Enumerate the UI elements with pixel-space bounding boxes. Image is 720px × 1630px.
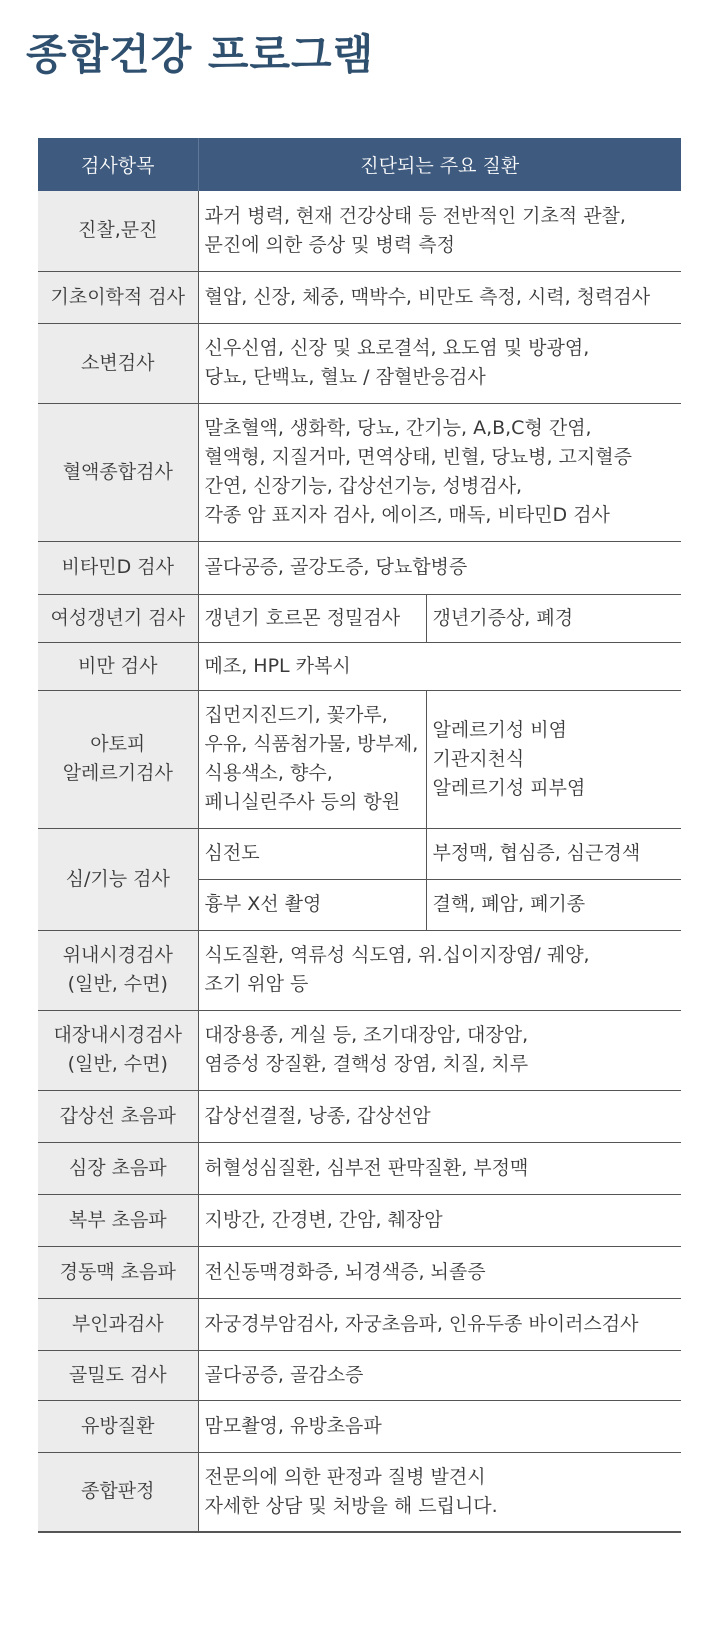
- row-diseases: 자궁경부암검사, 자궁초음파, 인유두종 바이러스검사: [198, 1298, 681, 1350]
- table-row: [38, 594, 681, 642]
- row-item: 종합판정: [38, 1452, 198, 1532]
- table-row: [38, 191, 681, 271]
- table-row: [38, 1350, 681, 1400]
- row-diseases: 허혈성심질환, 심부전 판막질환, 부정맥: [198, 1142, 681, 1194]
- row-item: 골밀도 검사: [38, 1350, 198, 1400]
- table-row: [38, 1400, 681, 1452]
- table-row: [38, 271, 681, 323]
- table-row: [38, 1090, 681, 1142]
- table-row: [38, 1298, 681, 1350]
- row-diseases: 전신동맥경화증, 뇌경색증, 뇌졸증: [198, 1246, 681, 1298]
- row-diseases-left: 심전도: [198, 828, 426, 879]
- table-row: [38, 1246, 681, 1298]
- row-diseases-left: 흉부 X선 촬영: [198, 879, 426, 930]
- row-item: 기초이학적 검사: [38, 271, 198, 323]
- row-diseases-right: 갱년기증상, 폐경: [426, 594, 681, 642]
- row-diseases: 신우신염, 신장 및 요로결석, 요도염 및 방광염, 당뇨, 단백뇨, 혈뇨 / 잠혈반응검사: [198, 323, 681, 403]
- table-row: [38, 1194, 681, 1246]
- row-diseases: 식도질환, 역류성 식도염, 위.십이지장염/ 궤양, 조기 위암 등: [198, 930, 681, 1010]
- row-diseases: 골다공증, 골강도증, 당뇨합병증: [198, 541, 681, 594]
- table-header: [38, 138, 681, 191]
- table-row: [38, 930, 681, 1010]
- table-row: [38, 403, 681, 541]
- row-diseases: 대장용종, 게실 등, 조기대장암, 대장암, 염증성 장질환, 결핵성 장염, 치질, 치루: [198, 1010, 681, 1090]
- table-row: [38, 828, 681, 879]
- table-row: [38, 1452, 681, 1532]
- row-diseases-right: 부정맥, 협심증, 심근경색: [426, 828, 681, 879]
- row-item: 아토피 알레르기검사: [38, 690, 198, 828]
- row-item: 심장 초음파: [38, 1142, 198, 1194]
- table-row: [38, 690, 681, 828]
- row-item: 심/기능 검사: [38, 828, 198, 930]
- row-item: 대장내시경검사 (일반, 수면): [38, 1010, 198, 1090]
- page-title: 종합건강 프로그램: [26, 30, 375, 79]
- table-row: [38, 1010, 681, 1090]
- row-item: 혈액종합검사: [38, 403, 198, 541]
- row-diseases: 갑상선결절, 낭종, 갑상선암: [198, 1090, 681, 1142]
- header-exam-item: 검사항목: [38, 138, 198, 191]
- row-item: 여성갱년기 검사: [38, 594, 198, 642]
- row-diseases: 혈압, 신장, 체중, 맥박수, 비만도 측정, 시력, 청력검사: [198, 271, 681, 323]
- row-item: 소변검사: [38, 323, 198, 403]
- row-item: 복부 초음파: [38, 1194, 198, 1246]
- row-item: 유방질환: [38, 1400, 198, 1452]
- row-diseases: 과거 병력, 현재 건강상태 등 전반적인 기초적 관찰, 문진에 의한 증상 및 병력 측정: [198, 191, 681, 271]
- table-row: [38, 642, 681, 690]
- row-item: 비만 검사: [38, 642, 198, 690]
- row-item: 경동맥 초음파: [38, 1246, 198, 1298]
- row-diseases: 지방간, 간경변, 간암, 췌장암: [198, 1194, 681, 1246]
- row-diseases: 메조, HPL 카복시: [198, 642, 681, 690]
- row-diseases: 전문의에 의한 판정과 질병 발견시 자세한 상담 및 처방을 해 드립니다.: [198, 1452, 681, 1532]
- row-item: 비타민D 검사: [38, 541, 198, 594]
- table-row: [38, 1142, 681, 1194]
- exam-table: [38, 138, 681, 1533]
- row-diseases: 맘모촬영, 유방초음파: [198, 1400, 681, 1452]
- row-item: 위내시경검사 (일반, 수면): [38, 930, 198, 1010]
- table-row: [38, 541, 681, 594]
- row-diseases: 골다공증, 골감소증: [198, 1350, 681, 1400]
- header-diseases: 진단되는 주요 질환: [198, 138, 681, 191]
- row-diseases-right: 결핵, 폐암, 폐기종: [426, 879, 681, 930]
- row-diseases-left: 집먼지진드기, 꽃가루, 우유, 식품첨가물, 방부제, 식용색소, 향수, 페니실린주사 등의 항원: [198, 690, 426, 828]
- row-item: 부인과검사: [38, 1298, 198, 1350]
- table-row: [38, 323, 681, 403]
- row-diseases: 말초혈액, 생화학, 당뇨, 간기능, A,B,C형 간염, 혈액형, 지질거마, 면역상태, 빈혈, 당뇨병, 고지혈증 간연, 신장기능, 갑상선기능, 성병검사, 각종 암 표지자 검사, 에이즈, 매독, 비타민D 검사: [198, 403, 681, 541]
- row-diseases-right: 알레르기성 비염 기관지천식 알레르기성 피부염: [426, 690, 681, 828]
- row-diseases-left: 갱년기 호르몬 정밀검사: [198, 594, 426, 642]
- row-item: 진찰,문진: [38, 191, 198, 271]
- row-item: 갑상선 초음파: [38, 1090, 198, 1142]
